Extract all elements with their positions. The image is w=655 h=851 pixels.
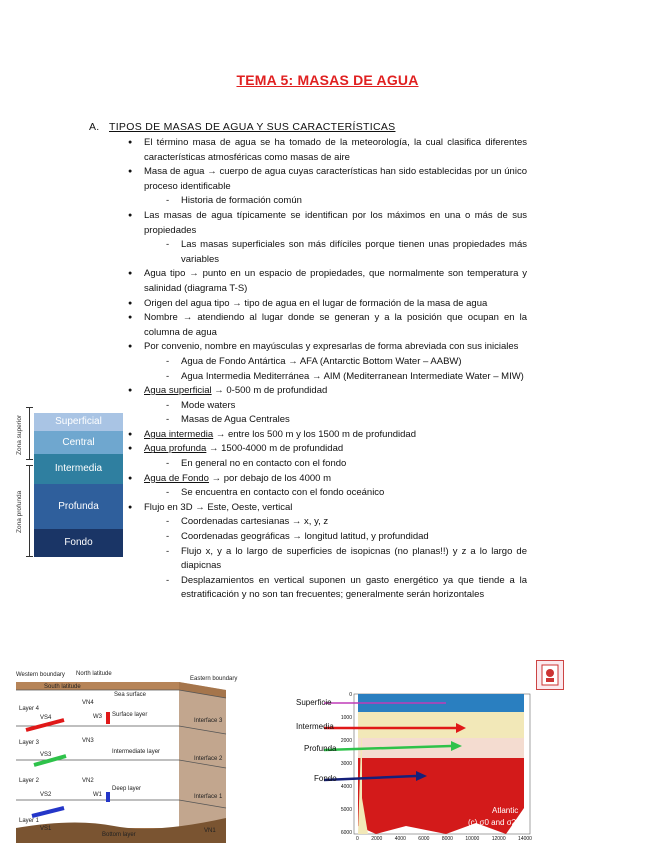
water-layer-diagram bbox=[13, 403, 123, 558]
axis-upper-bracket bbox=[29, 407, 30, 460]
y-tick-label: 1000 bbox=[340, 715, 352, 721]
sub-bullet-item: - Desplazamientos en vertical suponen un gasto energético ya que tiende a la estratificación y no son tan frecuentes; generalmente serán horizontales bbox=[128, 574, 527, 603]
term-superficial: Agua superficial bbox=[144, 385, 212, 397]
sub-bullet-item: - Masas de Agua Centrales bbox=[128, 413, 527, 428]
label-vn1: VN1 bbox=[204, 828, 216, 834]
bullet-item bbox=[128, 384, 527, 399]
term-fondo: Agua de Fondo bbox=[144, 472, 209, 484]
sub-bullet-item: - En general no en contacto con el fondo bbox=[128, 457, 527, 472]
bullet-item bbox=[128, 428, 527, 443]
label-layer-2: Layer 2 bbox=[19, 778, 40, 784]
bullet-list bbox=[128, 136, 527, 603]
label-superficie: Superficie bbox=[296, 698, 332, 707]
label-north-latitude: North latitude bbox=[76, 671, 112, 677]
label-surface-layer: Surface layer bbox=[112, 712, 148, 718]
label-eastern-boundary: Eastern boundary bbox=[190, 676, 238, 682]
label-layer-3: Layer 3 bbox=[19, 740, 40, 746]
sub-bullet-item: - Flujo x, y a lo largo de superficies de isopicnas (no planas!!) y z a lo largo de diapicnas bbox=[128, 545, 527, 574]
label-south-latitude: South latitude bbox=[44, 684, 81, 690]
layer-central: Central bbox=[34, 431, 123, 454]
y-tick-label: 2000 bbox=[340, 738, 352, 744]
label-fondo: Fondo bbox=[314, 774, 337, 783]
term-definition: → por debajo de los 4000 m bbox=[208, 472, 331, 484]
x-tick-label: 12000 bbox=[491, 836, 506, 842]
y-tick-label: 3000 bbox=[340, 761, 352, 767]
axis-lower-label: Zona profunda bbox=[16, 490, 23, 533]
bullet-item: ● Nombre → atendiendo al lugar donde se generan y a la posición que ocupan en la columna de agua bbox=[128, 311, 527, 340]
label-interface-3: Interface 3 bbox=[194, 718, 223, 724]
x-tick-label: 14000 bbox=[518, 836, 532, 842]
sub-bullet-item: - Mode waters bbox=[128, 399, 527, 414]
label-layer-4: Layer 4 bbox=[19, 706, 40, 712]
section-heading bbox=[89, 121, 395, 133]
term-definition: → entre los 500 m y los 1500 m de profundidad bbox=[213, 428, 416, 440]
x-tick-label: 8000 bbox=[441, 836, 453, 842]
x-tick-label: 0 bbox=[356, 836, 359, 842]
layer-superficial: Superficial bbox=[34, 413, 123, 431]
caption-atlantic: Atlantic bbox=[492, 806, 519, 815]
label-deep-layer: Deep layer bbox=[112, 786, 142, 792]
bullet-item bbox=[128, 472, 527, 487]
bullet-item: ● Flujo en 3D → Este, Oeste, vertical bbox=[128, 501, 527, 516]
bullet-item: ● Origen del agua tipo → tipo de agua en el lugar de formación de la masa de agua bbox=[128, 297, 527, 312]
term-intermedia: Agua intermedia bbox=[144, 428, 214, 440]
label-w3: W3 bbox=[93, 714, 102, 720]
label-vn3: VN3 bbox=[82, 738, 94, 744]
y-tick-label: 6000 bbox=[340, 830, 352, 836]
bullet-item: ● Por convenio, nombre en mayúsculas y expresarlas de forma abreviada con sus iniciales bbox=[128, 340, 527, 355]
institution-logo-icon bbox=[536, 660, 564, 690]
label-western-boundary: Western boundary bbox=[16, 672, 65, 678]
sub-bullet-item: - Se encuentra en contacto con el fondo oceánico bbox=[128, 486, 527, 501]
y-tick-label: 4000 bbox=[340, 784, 352, 790]
y-tick-label: 5000 bbox=[340, 807, 352, 813]
x-tick-label: 10000 bbox=[465, 836, 480, 842]
x-tick-label: 6000 bbox=[418, 836, 430, 842]
bullet-item: ● Masa de agua → cuerpo de agua cuyas características han sido establecidas por un único proceso identificable bbox=[128, 165, 527, 194]
bullet-item: ● Las masas de agua típicamente se identifican por los máximos en una o más de sus propiedades bbox=[128, 209, 527, 238]
caption-sigma: (c) σ0 and σ2 bbox=[468, 818, 517, 827]
term-definition: → 0-500 m de profundidad bbox=[211, 385, 328, 397]
label-vs4: VS4 bbox=[40, 715, 52, 721]
bullet-item bbox=[128, 442, 527, 457]
label-vs1: VS1 bbox=[40, 826, 52, 832]
term-definition: → 1500-4000 m de profundidad bbox=[206, 443, 344, 455]
label-intermediate-layer: Intermediate layer bbox=[112, 749, 161, 755]
layer-fondo: Fondo bbox=[34, 529, 123, 557]
axis-lower-bracket bbox=[29, 465, 30, 557]
sub-bullet-item: - Agua de Fondo Antártica → AFA (Antarctic Bottom Water – AABW) bbox=[128, 355, 527, 370]
layer-profunda: Profunda bbox=[34, 484, 123, 529]
logo-drawing bbox=[537, 661, 563, 689]
label-layer-1: Layer 1 bbox=[19, 818, 40, 824]
label-vs3: VS3 bbox=[40, 752, 52, 758]
page-title: TEMA 5: MASAS DE AGUA bbox=[236, 72, 419, 88]
section-label: TIPOS DE MASAS DE AGUA Y SUS CARACTERÍSTICAS bbox=[109, 121, 396, 133]
term-profunda: Agua profunda bbox=[144, 443, 207, 455]
sub-bullet-item: - Agua Intermedia Mediterránea → AIM (Mediterranean Intermediate Water – MIW) bbox=[128, 370, 527, 385]
label-w1: W1 bbox=[93, 792, 102, 798]
sub-bullet-item: - Las masas superficiales son más difíciles porque tienen unas propiedades más variables bbox=[128, 238, 527, 267]
label-interface-2: Interface 2 bbox=[194, 756, 223, 762]
label-interface-1: Interface 1 bbox=[194, 794, 223, 800]
atlantic-section-figure bbox=[296, 688, 536, 846]
sub-bullet-item: - Coordenadas geográficas → longitud latitud, y profundidad bbox=[128, 530, 527, 545]
y-tick-label: 0 bbox=[349, 692, 352, 698]
axis-upper-label: Zona superior bbox=[16, 414, 23, 455]
label-vs2: VS2 bbox=[40, 792, 52, 798]
label-vn4: VN4 bbox=[82, 700, 94, 706]
label-sea-surface: Sea surface bbox=[114, 692, 147, 698]
y-axis-ticks bbox=[338, 692, 352, 836]
x-tick-label: 4000 bbox=[394, 836, 406, 842]
sub-bullet-item: - Historia de formación común bbox=[128, 194, 527, 209]
layer-intermedia: Intermedia bbox=[34, 454, 123, 484]
sub-bullet-item: - Coordenadas cartesianas → x, y, z bbox=[128, 515, 527, 530]
bullet-item: ● El término masa de agua se ha tomado de la meteorología, la cual clasifica diferentes características atmosféricas como masas de aire bbox=[128, 136, 527, 165]
bullet-item: ● Agua tipo → punto en un espacio de propiedades, que normalmente son temperatura y salinidad (diagrama T-S) bbox=[128, 267, 527, 296]
section-marker: A. bbox=[89, 121, 100, 133]
label-bottom-layer: Bottom layer bbox=[102, 832, 136, 838]
ocean-layers-3d-figure bbox=[14, 668, 244, 843]
label-vn2: VN2 bbox=[82, 778, 94, 784]
x-axis-ticks bbox=[356, 836, 532, 842]
label-profunda: Profunda bbox=[304, 744, 337, 753]
x-tick-label: 2000 bbox=[371, 836, 383, 842]
label-intermedia: Intermedia bbox=[296, 722, 334, 731]
